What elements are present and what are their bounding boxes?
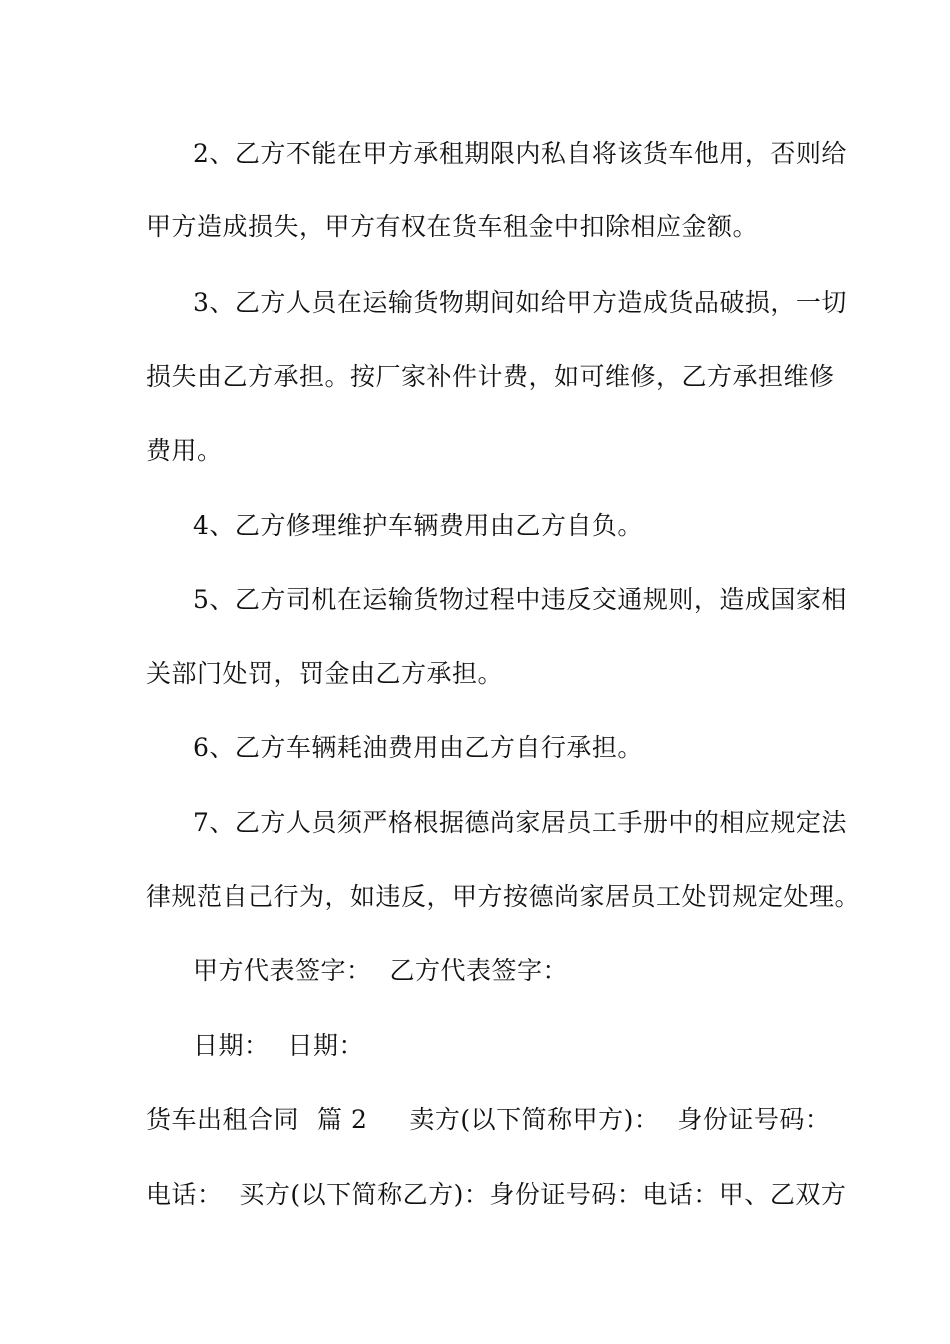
party-a-signature-label: 甲方代表签字： (193, 956, 372, 985)
date-line (193, 1029, 863, 1063)
paragraph-line: 损失由乙方承担。按厂家补件计费，如可维修，乙方承担维修 (146, 362, 835, 391)
contract-title: 货车出租合同 (146, 1105, 300, 1134)
signature-line (193, 954, 863, 988)
party-a-date-label: 日期： (193, 1031, 270, 1060)
paragraph-line: 6、乙方车辆耗油费用由乙方自行承担。 (193, 733, 643, 762)
paragraph-line: 7、乙方人员须严格根据德尚家居员工手册中的相应规定法 (193, 808, 847, 837)
paragraph-line: 律规范自己行为，如违反，甲方按德尚家居员工处罚规定处理。 (146, 882, 861, 911)
paragraph-line: 费用。 (146, 436, 223, 465)
paragraph-line: 4、乙方修理维护车辆费用由乙方自负。 (193, 511, 643, 540)
paragraph-line: 甲方造成损失，甲方有权在货车租金中扣除相应金额。 (146, 212, 759, 241)
paragraph-line: 5、乙方司机在运输货物过程中违反交通规则，造成国家相 (193, 585, 847, 614)
party-b-date-label: 日期： (287, 1031, 365, 1060)
paragraph-line: 2、乙方不能在甲方承租期限内私自将该货车他用，否则给 (193, 139, 847, 168)
party-b-signature-label: 乙方代表签字： (389, 956, 569, 985)
paragraph-line: 关部门处罚，罚金由乙方承担。 (146, 659, 504, 688)
seller-id-label: 身份证号码： (677, 1105, 831, 1134)
paragraph-line: 3、乙方人员在运输货物期间如给甲方造成货品破损，一切 (193, 288, 847, 317)
paragraph-line: 电话： 买方(以下简称乙方)：身份证号码：电话：甲、乙双方 (146, 1180, 847, 1209)
section-label: 篇 2 (317, 1105, 368, 1134)
contract2-heading-line (146, 1103, 831, 1137)
seller-label: 卖方(以下简称甲方)： (409, 1105, 660, 1134)
